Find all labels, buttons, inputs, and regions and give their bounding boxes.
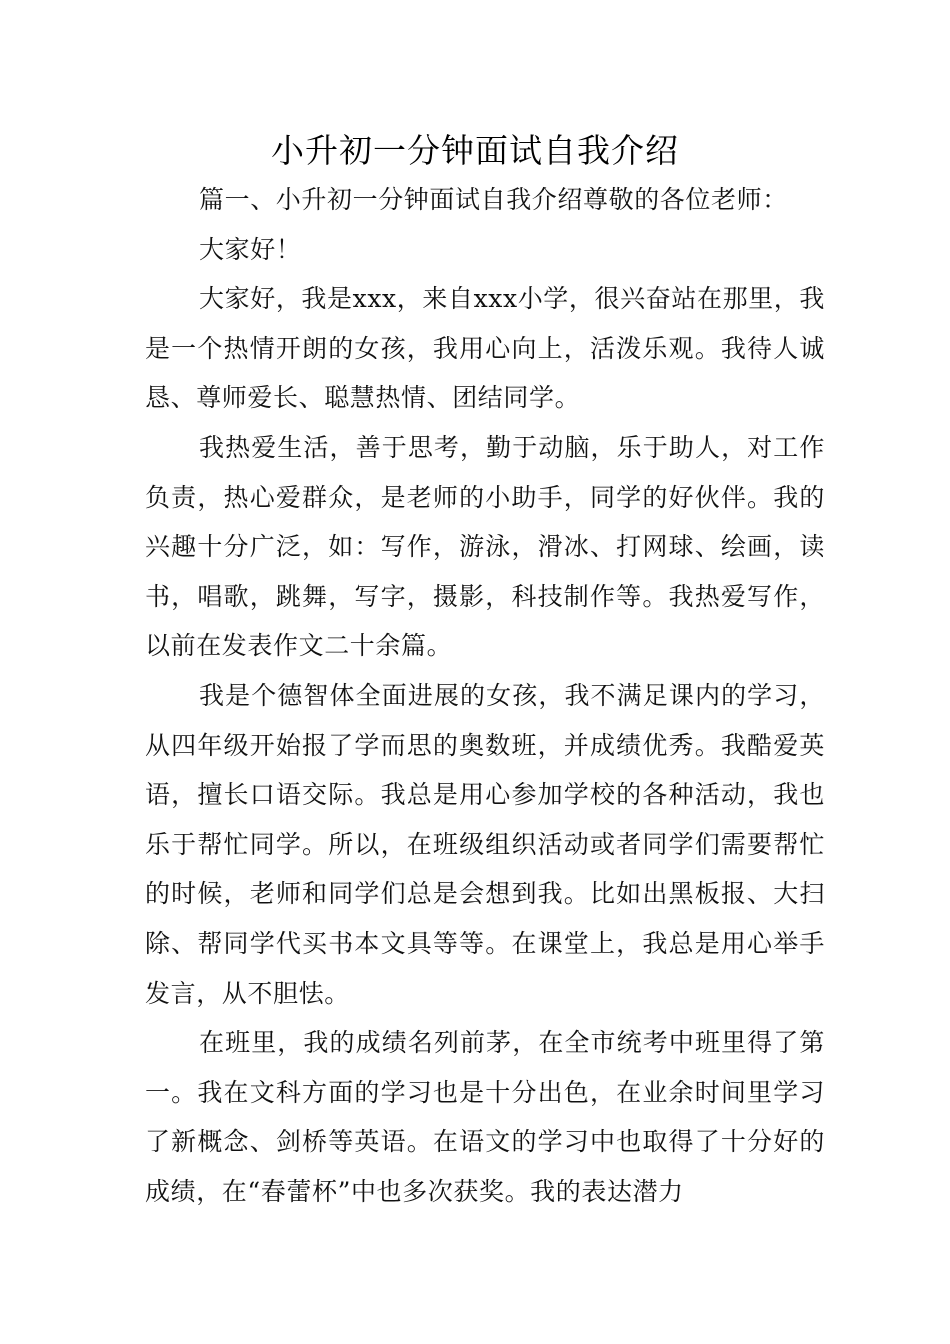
document-body [145,175,825,1216]
paragraph-achievements: 在班里，我的成绩名列前茅，在全市统考中班里得了第一。我在文科方面的学习也是十分出色，在业余时间里学习了新概念、剑桥等英语。在语文的学习中也取得了十分好的成绩，在“春蕾杯”中也多次获奖。我的表达潜力 [145,1028,825,1206]
paragraph-hobbies: 我热爱生活，善于思考，勤于动脑，乐于助人，对工作负责，热心爱群众，是老师的小助手，同学的好伙伴。我的兴趣十分广泛，如：写作，游泳，滑冰、打网球、绘画，读书，唱歌，跳舞，写字，摄影，科技制作等。我热爱写作，以前在发表作文二十余篇。 [145,432,825,661]
paragraph-greeting-heading: 篇一、小升初一分钟面试自我介绍尊敬的各位老师： [199,185,788,214]
paragraph-hello: 大家好！ [199,234,302,264]
paragraph-study: 我是个德智体全面进展的女孩，我不满足课内的学习，从四年级开始报了学而思的奥数班，并成绩优秀。我酷爱英语，擅长口语交际。我总是用心参加学校的各种活动，我也乐于帮忙同学。所以，在班级组织活动或者同学们需要帮忙的时候，老师和同学们总是会想到我。比如出黑板报、大扫除、帮同学代买书本文具等等。在课堂上，我总是用心举手发言，从不胆怯。 [145,680,825,1008]
paragraph-intro: 大家好，我是xxx，来自xxx小学，很兴奋站在那里，我是一个热情开朗的女孩，我用心向上，活泼乐观。我待人诚恳、尊师爱长、聪慧热情、团结同学。 [145,284,825,413]
document-title: 小升初一分钟面试自我介绍 [271,131,679,170]
